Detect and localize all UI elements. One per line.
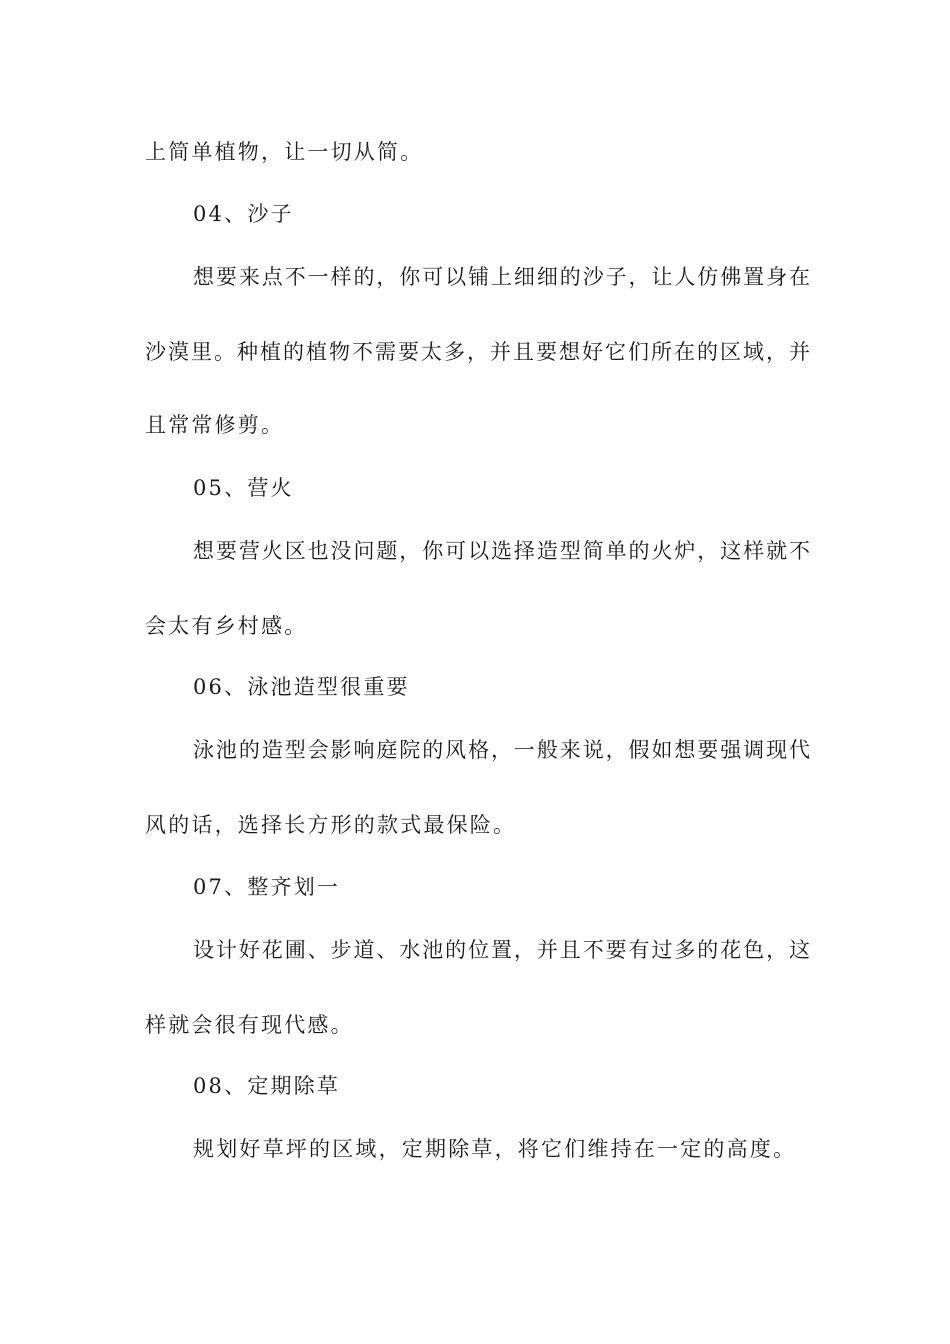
paragraph-line: 想要来点不一样的，你可以铺上细细的沙子，让人仿佛置身在 [193,265,810,289]
paragraph-line: 且常常修剪。 [145,413,285,437]
paragraph-line: 沙漠里。种植的植物不需要太多，并且要想好它们所在的区域，并 [145,340,810,364]
section-heading-08: 08、定期除草 [193,1074,341,1098]
paragraph-line: 会太有乡村感。 [145,614,308,638]
paragraph-line: 规划好草坪的区域，定期除草，将它们维持在一定的高度。 [193,1137,797,1161]
paragraph-line: 泳池的造型会影响庭院的风格，一般来说，假如想要强调现代 [193,738,810,762]
paragraph-continuation: 上简单植物，让一切从简。 [145,140,424,164]
section-heading-05: 05、营火 [193,476,294,500]
paragraph-line: 样就会很有现代感。 [145,1013,354,1037]
paragraph-line: 风的话，选择长方形的款式最保险。 [145,813,517,837]
paragraph-line: 想要营火区也没问题，你可以选择造型简单的火炉，这样就不 [193,539,810,563]
section-heading-04: 04、沙子 [193,202,294,226]
paragraph-line: 设计好花圃、步道、水池的位置，并且不要有过多的花色，这 [193,938,810,962]
section-heading-06: 06、泳池造型很重要 [193,675,410,699]
section-heading-07: 07、整齐划一 [193,875,341,899]
